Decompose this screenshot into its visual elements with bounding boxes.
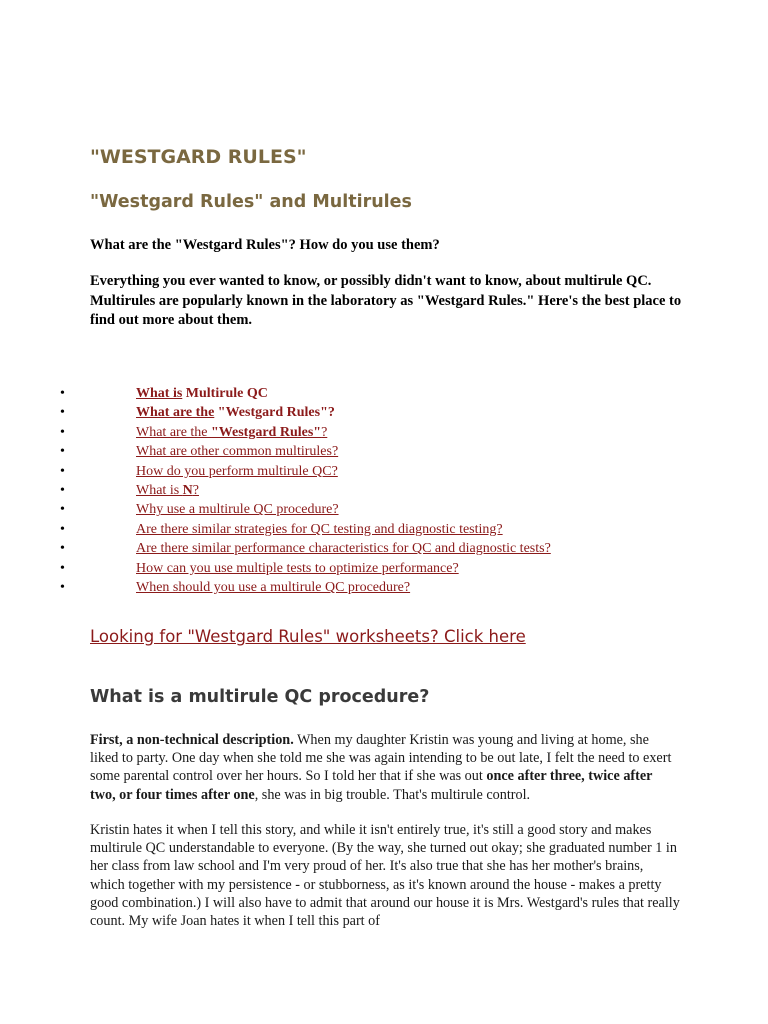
paragraph-lead: First, a non-technical description. <box>90 732 294 748</box>
bullet-icon: • <box>60 405 65 421</box>
intro-question: What are the "Westgard Rules"? How do you use them? <box>90 237 440 253</box>
toc-link-similar-strategies[interactable]: Are there similar strategies for QC testing and diagnostic testing? <box>136 521 503 537</box>
bullet-icon: • <box>60 444 65 460</box>
toc-link-what-is[interactable]: What is <box>136 386 183 401</box>
toc-link-what-are-the[interactable]: What are the <box>136 405 215 421</box>
toc-item-what-is-multirule <box>60 384 680 403</box>
toc-item-similar-strategies <box>60 520 680 539</box>
toc-link-bold-text: "Westgard Rules" <box>211 424 322 440</box>
toc-item-text: "Westgard Rules"? <box>214 405 335 421</box>
body-paragraph-2: Kristin hates it when I tell this story, and while it isn't entirely true, it's still a good story and makes multirule QC understandable to everyone. (By the way, she turned out okay; she graduated number 1 in her class from law school and I'm very proud of her. It's also true that she has her mother's brains, which together with my persistence - or stubborness, as it's known around the house - makes a pretty good combination.) I will also have to admit that around our house it is Mrs. Westgard's rules that really count. My wife Joan hates it when I tell this part of <box>90 822 680 930</box>
toc-link-multiple-tests[interactable]: How can you use multiple tests to optimize performance? <box>136 560 459 576</box>
bullet-icon: • <box>60 502 65 518</box>
paragraph-text: , she was in big trouble. That's multirule control. <box>254 786 531 803</box>
toc-item-westgard-rules-link <box>60 423 680 442</box>
toc-link-text: ? <box>192 483 199 499</box>
toc-item-other-multirules <box>60 442 680 461</box>
body-paragraph-1 <box>90 731 680 804</box>
toc-link-when-use[interactable]: When should you use a multirule QC procedure? <box>136 580 411 596</box>
bullet-icon: • <box>60 541 65 557</box>
table-of-contents <box>60 384 680 597</box>
toc-link-similar-performance[interactable]: Are there similar performance characteristics for QC and diagnostic tests? <box>136 541 551 557</box>
worksheets-link[interactable]: Looking for "Westgard Rules" worksheets? Click here <box>90 627 526 646</box>
paragraph-text: When my daughter Kristin was young and living at home, she liked to party. One day when she told me she was again intending to be out late, I felt the need to exert some parental control over her hours. So I told her that if she was out <box>90 732 672 785</box>
bullet-icon: • <box>60 386 65 401</box>
page-title: "WESTGARD RULES" <box>90 146 307 168</box>
toc-item-why-use <box>60 500 680 519</box>
toc-item-text: Multirule QC <box>182 386 268 401</box>
paragraph-bold-text: once after three, twice after two, or four times after one <box>90 768 653 803</box>
section-heading: What is a multirule QC procedure? <box>90 687 430 707</box>
toc-link-why-use[interactable]: Why use a multirule QC procedure? <box>136 502 339 518</box>
bullet-icon: • <box>60 560 65 576</box>
toc-item-similar-performance <box>60 539 680 558</box>
toc-link-text: What are the <box>136 424 212 440</box>
toc-link-text: What is <box>136 483 183 499</box>
bullet-icon: • <box>60 580 65 596</box>
bullet-icon: • <box>60 521 65 537</box>
toc-item-perform-multirule <box>60 462 680 481</box>
toc-item-multiple-tests <box>60 559 680 578</box>
toc-link-other-multirules[interactable]: What are other common multirules? <box>136 444 339 460</box>
bullet-icon: • <box>60 483 65 499</box>
toc-link-bold-text: N <box>182 483 193 499</box>
bullet-icon: • <box>60 463 65 479</box>
toc-link-what-is-n[interactable] <box>136 483 199 498</box>
toc-link-perform-multirule[interactable]: How do you perform multirule QC? <box>136 463 338 479</box>
toc-link-westgard-rules[interactable] <box>136 425 327 440</box>
toc-item-when-use <box>60 578 680 597</box>
toc-item-what-is-n <box>60 481 680 500</box>
intro-paragraph: Everything you ever wanted to know, or possibly didn't want to know, about multirule QC. Multirules are popularly known in the laboratory as "Westgard Rules." Here's the best place to find out more about them. <box>90 273 682 328</box>
toc-link-text: ? <box>321 424 328 440</box>
bullet-icon: • <box>60 424 65 440</box>
toc-item-what-are-westgard-rules <box>60 403 680 422</box>
page-subtitle: "Westgard Rules" and Multirules <box>90 192 412 212</box>
